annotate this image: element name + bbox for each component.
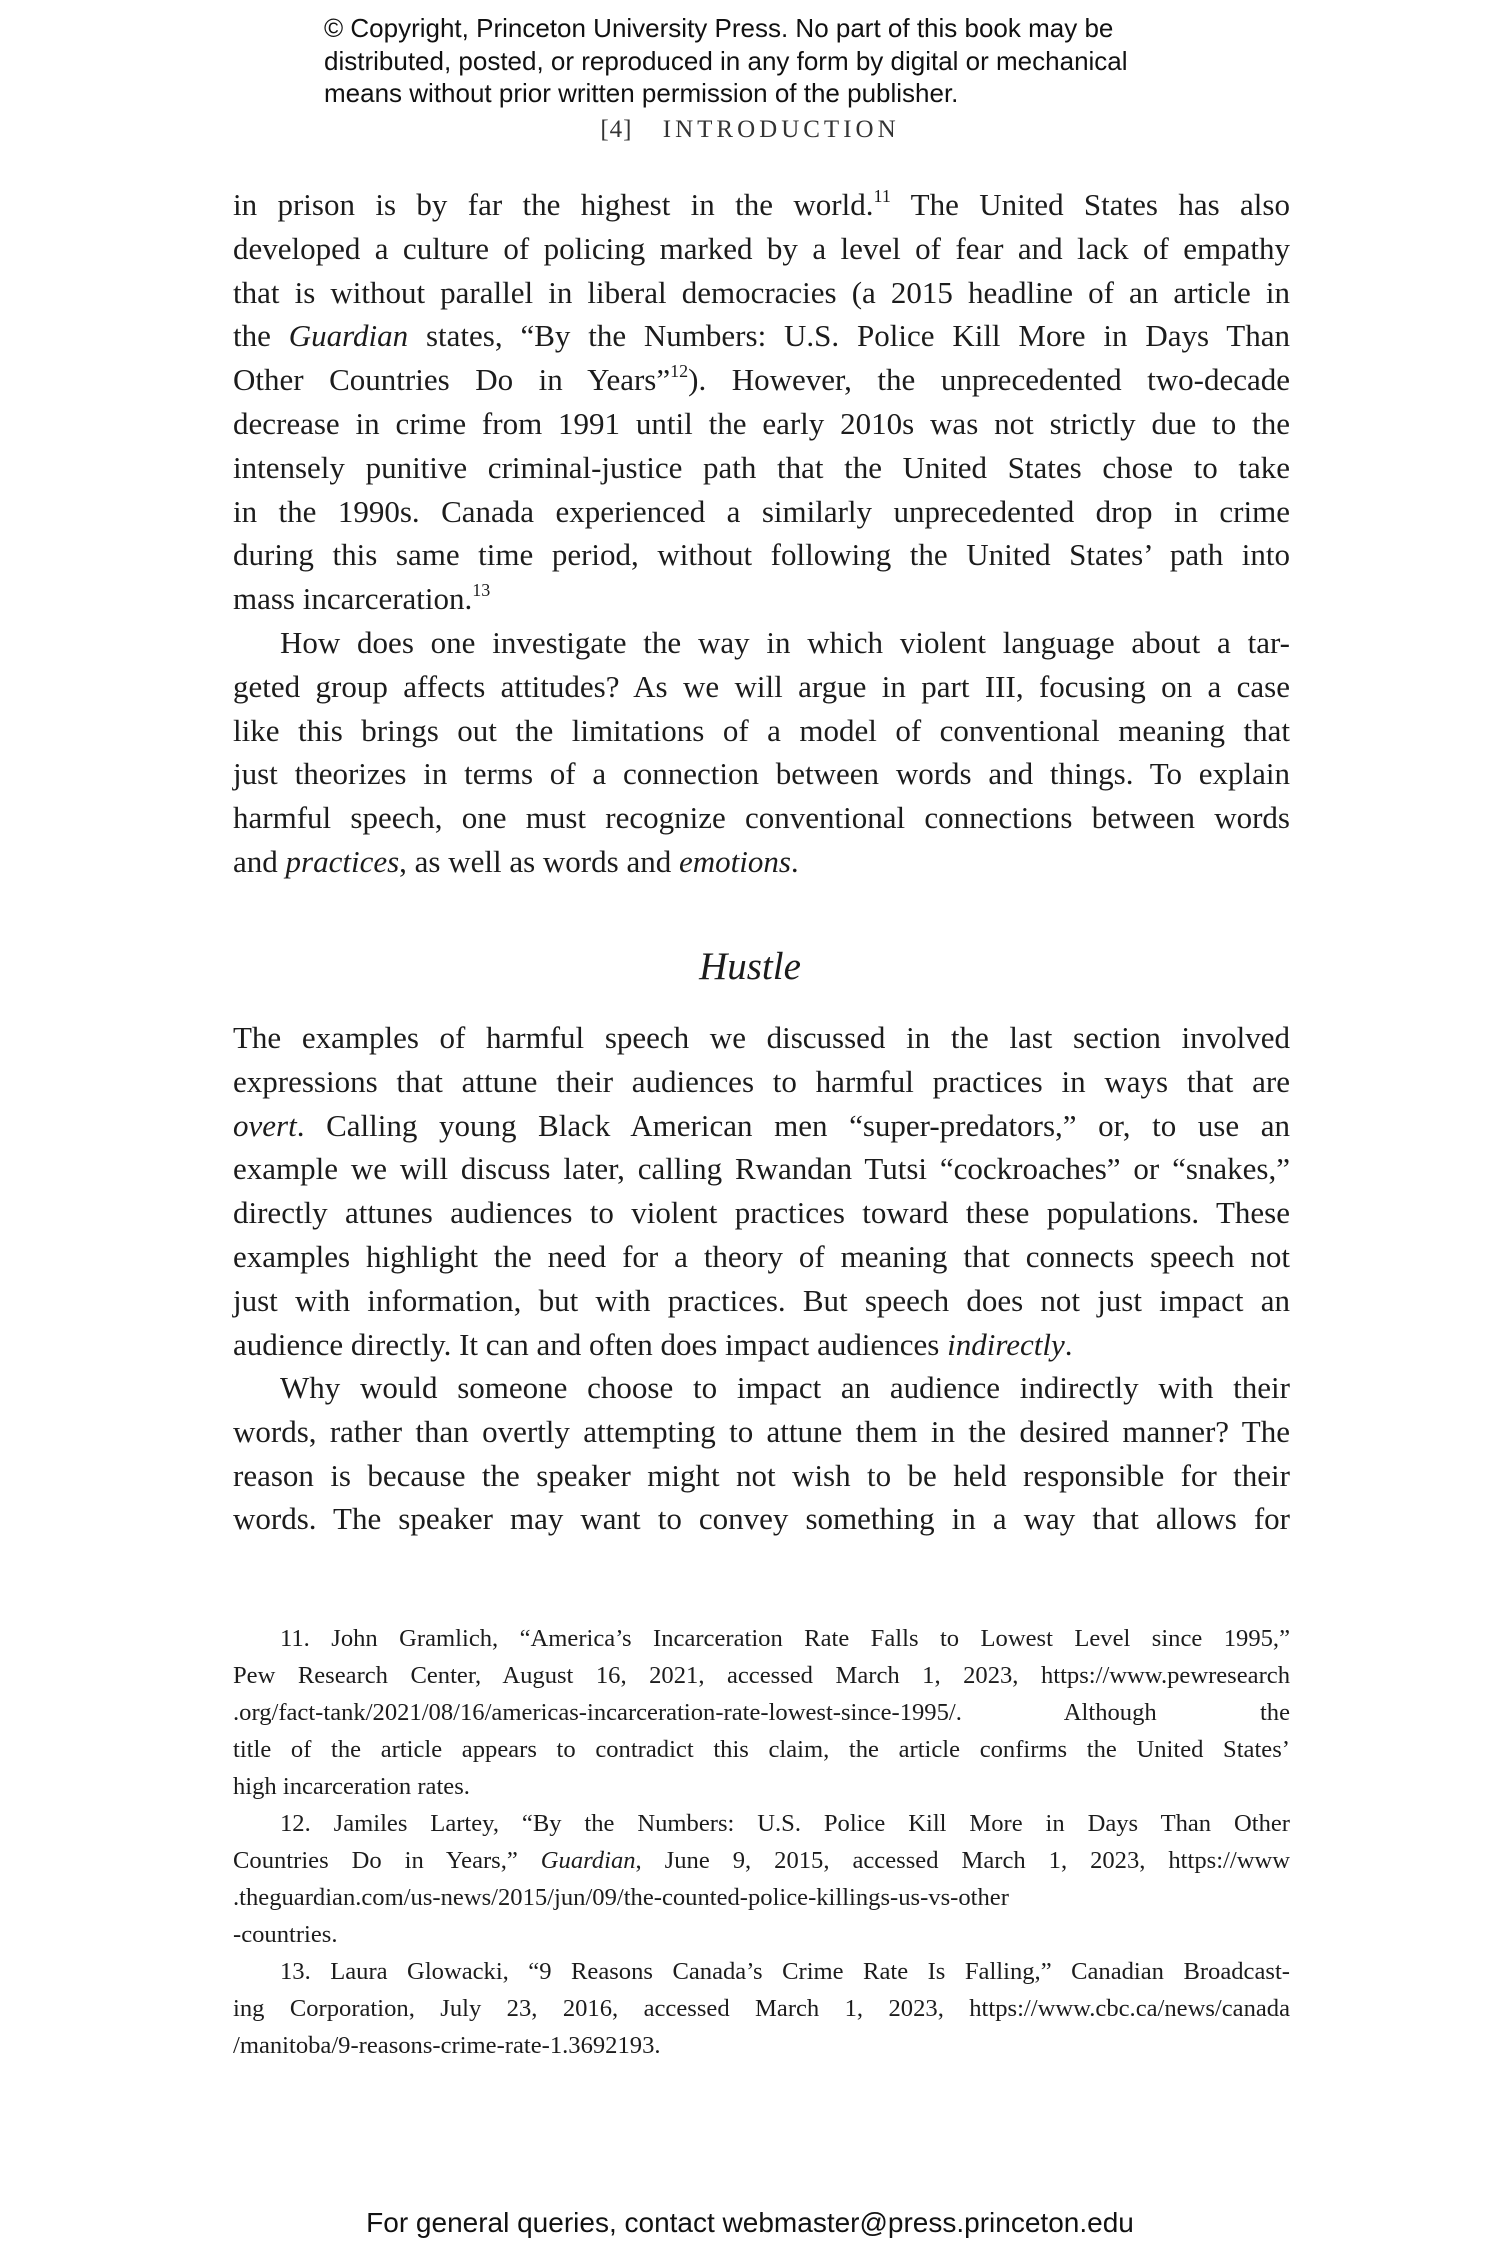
text-line: words, rather than overtly attempting to attune them in the desired manner? The: [233, 1413, 1290, 1449]
page-number: [4]: [600, 116, 633, 143]
text-line: title of the article appears to contradict this claim, the article confirms the United States’: [233, 1736, 1290, 1763]
text-line: Countries Do in Years,” Guardian, June 9, 2015, accessed March 1, 2023, https://www: [233, 1847, 1290, 1874]
footnote-13: [233, 1953, 1290, 2064]
paragraph-2: [233, 621, 1290, 884]
copyright-line: © Copyright, Princeton University Press. No part of this book may be: [324, 13, 1114, 43]
text-line: .org/fact-tank/2021/08/16/americas-incarceration-rate-lowest-since-1995/. Although the: [233, 1699, 1290, 1726]
text-line: examples highlight the need for a theory of meaning that connects speech not: [233, 1238, 1290, 1274]
text-line: 12. Jamiles Lartey, “By the Numbers: U.S. Police Kill More in Days Than Other: [280, 1810, 1290, 1837]
text-line: 13. Laura Glowacki, “9 Reasons Canada’s Crime Rate Is Falling,” Canadian Broadcast-: [280, 1958, 1290, 1985]
text-line: words. The speaker may want to convey something in a way that allows for: [233, 1501, 1290, 1537]
text-line: directly attunes audiences to violent practices toward these populations. These: [233, 1195, 1290, 1231]
text-line: just theorizes in terms of a connection between words and things. To explain: [233, 756, 1290, 792]
text-line: just with information, but with practices. But speech does not just impact an: [233, 1282, 1290, 1318]
text-line: Pew Research Center, August 16, 2021, accessed March 1, 2023, https://www.pewresearch: [233, 1662, 1290, 1689]
paragraph-3: [233, 1016, 1290, 1366]
text-line: /manitoba/9-reasons-crime-rate-1.3692193.: [233, 2032, 661, 2059]
text-line: How does one investigate the way in which violent language about a tar-: [280, 625, 1290, 660]
copyright-line: distributed, posted, or reproduced in any form by digital or mechanical: [324, 45, 1128, 76]
text-line: intensely punitive criminal-justice path that the United States chose to take: [233, 449, 1290, 485]
footnote-11: [233, 1620, 1290, 1805]
footnote-ref: 12: [670, 361, 689, 382]
text-line: decrease in crime from 1991 until the early 2010s was not strictly due to the: [233, 405, 1290, 441]
running-head: [0, 116, 1500, 144]
footnote-ref: 13: [472, 580, 491, 601]
text-line: like this brings out the limitations of a model of conventional meaning that: [233, 712, 1290, 748]
text-line: The examples of harmful speech we discussed in the last section involved: [233, 1020, 1290, 1055]
running-head-section: INTRODUCTION: [662, 116, 900, 143]
text-line: 11. John Gramlich, “America’s Incarceration Rate Falls to Lowest Level since 1995,”: [280, 1625, 1290, 1652]
copyright-notice: [324, 12, 1224, 110]
text-line: Why would someone choose to impact an audience indirectly with their: [280, 1370, 1290, 1405]
footer-contact: For general queries, contact webmaster@press.princeton.edu: [366, 2207, 1134, 2238]
text-line: overt. Calling young Black American men “super-predators,” or, to use an: [233, 1107, 1290, 1143]
text-line: geted group affects attitudes? As we will argue in part III, focusing on a case: [233, 668, 1290, 704]
text-line: audience directly. It can and often does impact audiences indirectly.: [233, 1326, 1073, 1362]
text-line: .theguardian.com/us-news/2015/jun/09/the-counted-police-killings-us-vs-other: [233, 1884, 1009, 1911]
section-heading: Hustle: [699, 945, 801, 988]
paragraph-4: [233, 1366, 1290, 1541]
text-line: in the 1990s. Canada experienced a similarly unprecedented drop in crime: [233, 493, 1290, 529]
text-line: example we will discuss later, calling Rwandan Tutsi “cockroaches” or “snakes,”: [233, 1151, 1290, 1187]
text-line: reason is because the speaker might not wish to be held responsible for their: [233, 1457, 1290, 1493]
text-line: and practices, as well as words and emotions.: [233, 843, 799, 879]
copyright-line: means without prior written permission of the publisher.: [324, 78, 959, 108]
text-line: mass incarceration.$^{13}$: [233, 580, 491, 617]
text-line: harmful speech, one must recognize conventional connections between words: [233, 800, 1290, 836]
text-line: ing Corporation, July 23, 2016, accessed March 1, 2023, https://www.cbc.ca/news/canada: [233, 1995, 1290, 2022]
text-line: developed a culture of policing marked by a level of fear and lack of empathy: [233, 230, 1290, 266]
footnotes: [233, 1620, 1290, 2064]
text-line: during this same time period, without following the United States’ path into: [233, 537, 1290, 573]
text-line: in prison is by far the highest in the world.$^{11}$ The United States has also: [233, 186, 1290, 222]
text-line: the Guardian states, “By the Numbers: U.S. Police Kill More in Days Than: [233, 318, 1290, 354]
paragraph-1: [233, 183, 1290, 621]
text-line: Other Countries Do in Years”$^{12}$). However, the unprecedented two-decade: [233, 361, 1290, 398]
footnote-12: [233, 1805, 1290, 1953]
text-line: high incarceration rates.: [233, 1773, 470, 1800]
text-line: that is without parallel in liberal democracies (a 2015 headline of an article in: [233, 274, 1290, 310]
footnote-ref: 11: [873, 186, 891, 206]
text-line: expressions that attune their audiences to harmful practices in ways that are: [233, 1063, 1290, 1099]
text-line: -countries.: [233, 1921, 338, 1948]
